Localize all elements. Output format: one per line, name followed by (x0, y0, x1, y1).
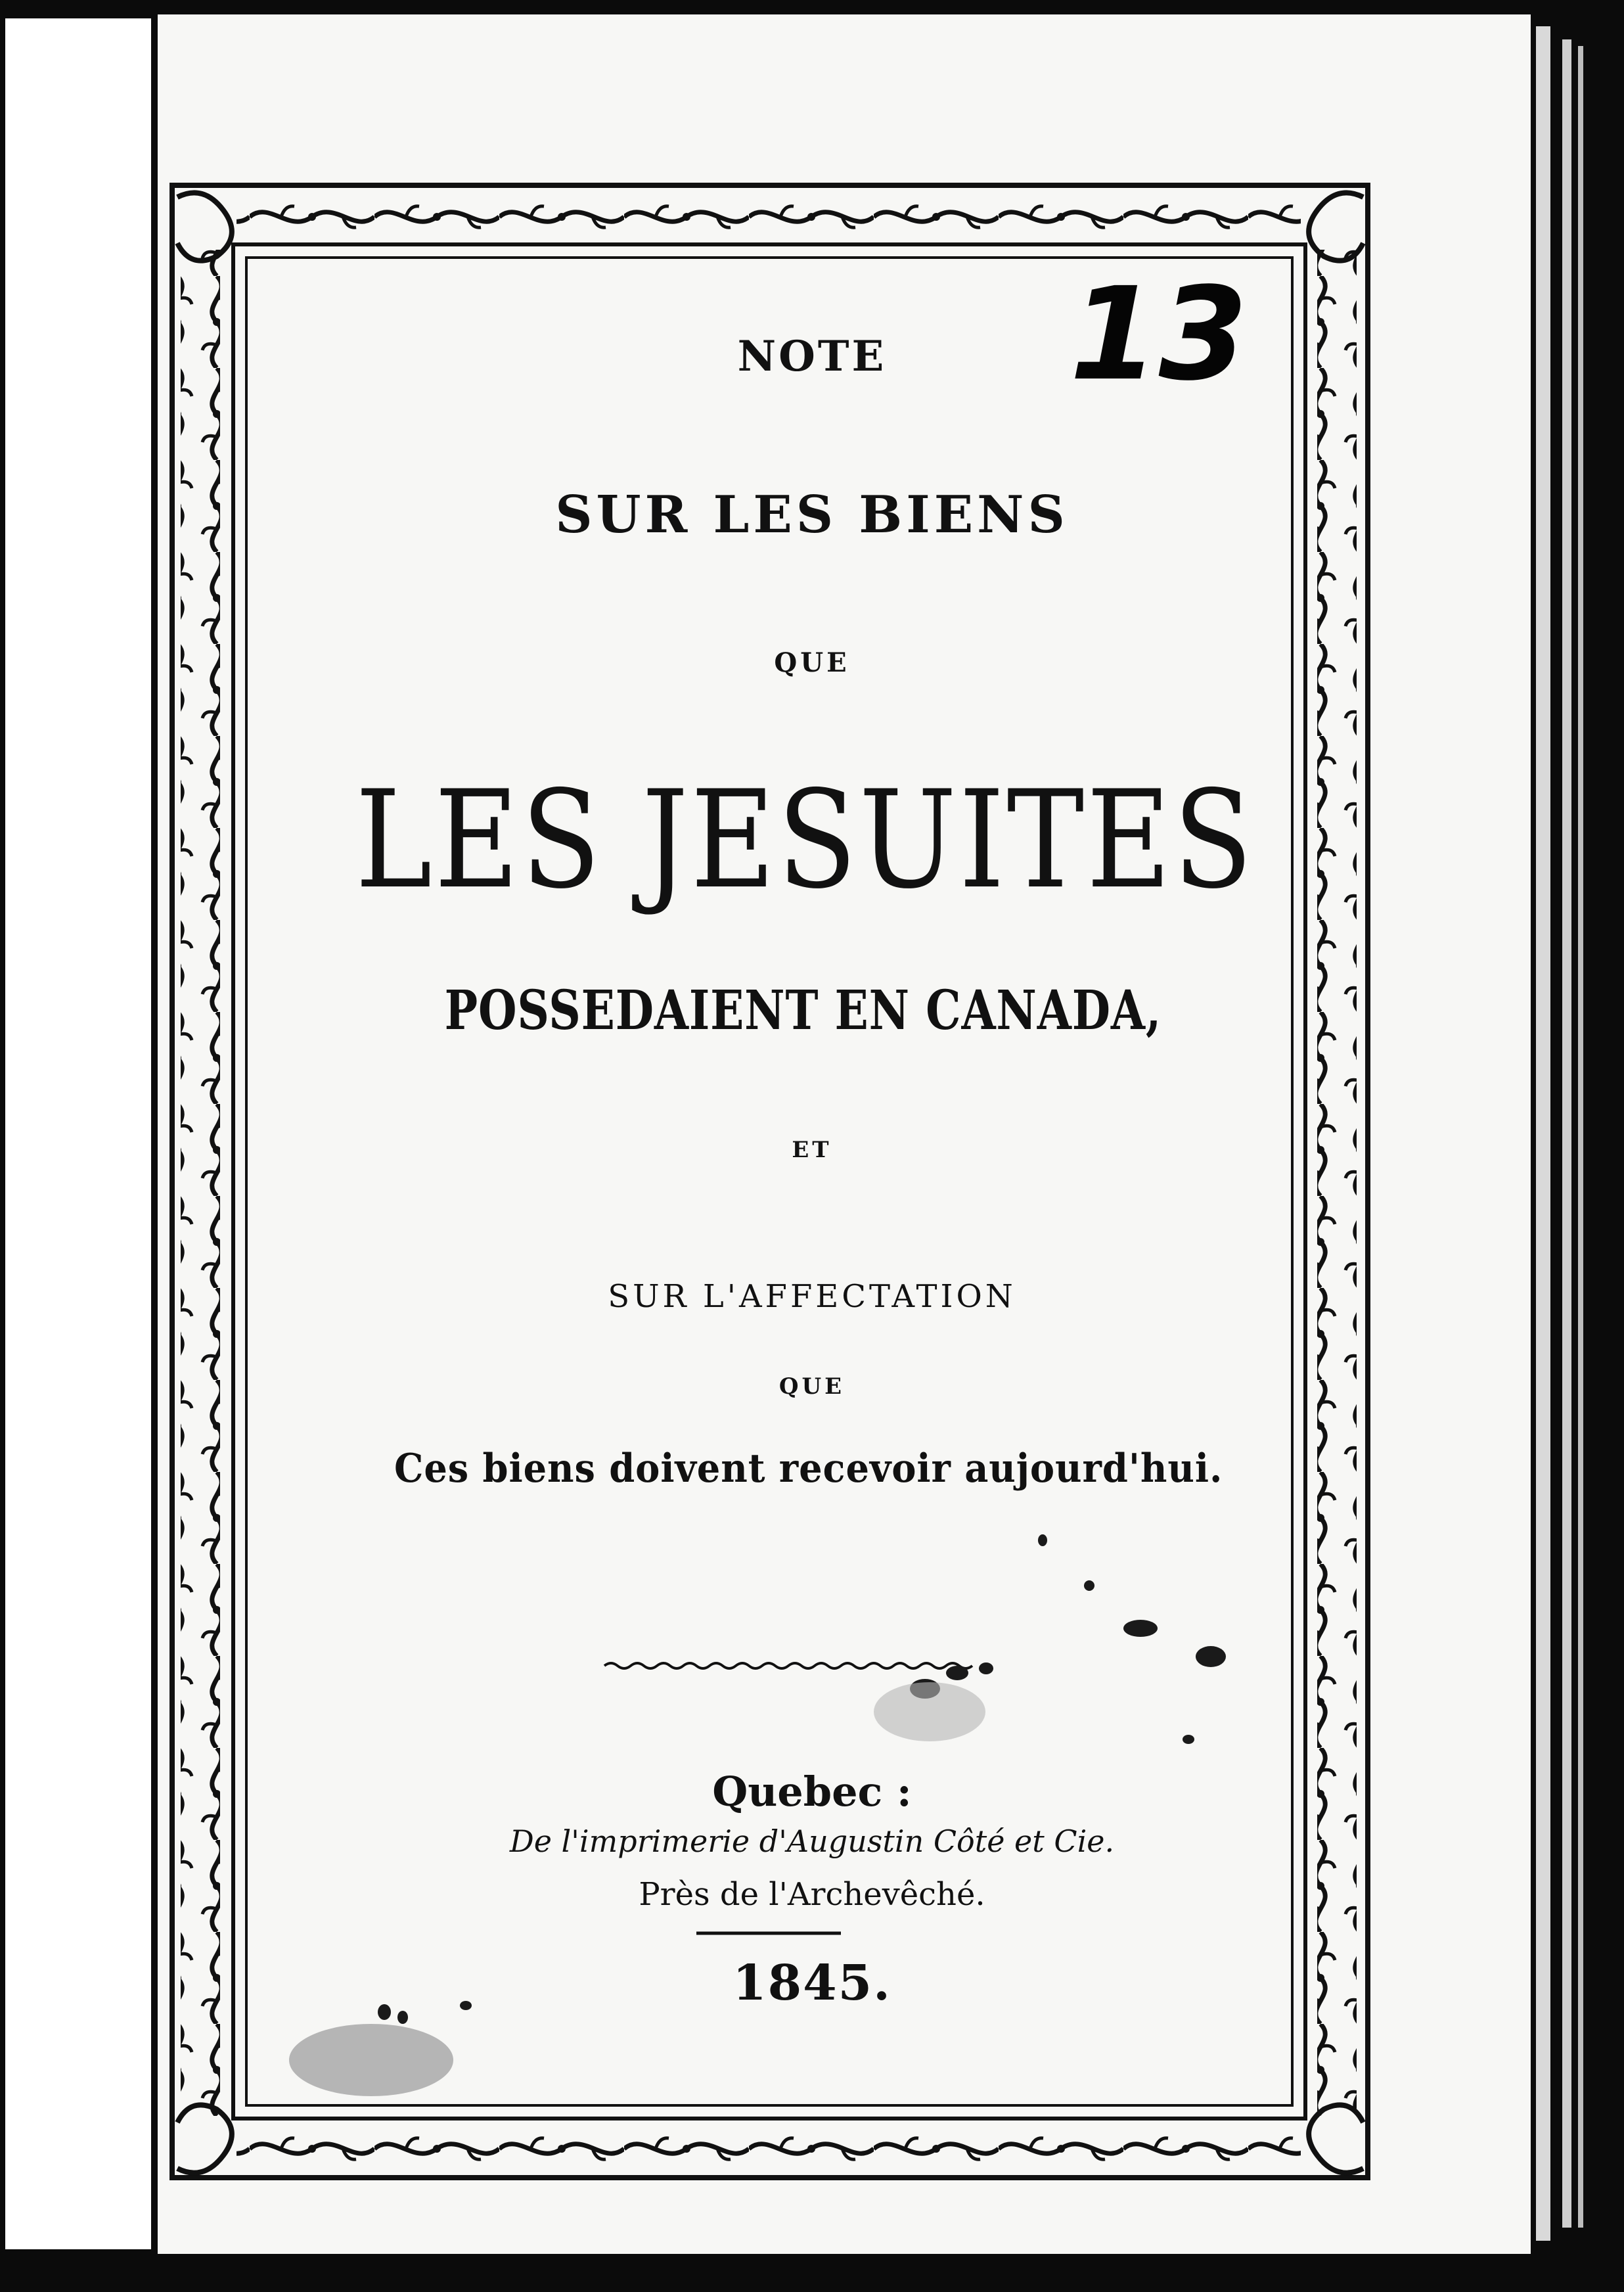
handwritten-number: 13 (1070, 260, 1248, 409)
ink-stain (1196, 1646, 1226, 1667)
imprint-city: Quebec : (712, 1768, 912, 1816)
title-line-sur-les-biens: SUR LES BIENS (555, 485, 1069, 545)
ink-stain (1084, 1580, 1094, 1591)
title-line-affectation: SUR L'AFFECTATION (608, 1278, 1016, 1315)
ink-stain (397, 2011, 408, 2024)
ink-smudge (874, 1682, 985, 1741)
ink-stain (460, 2001, 472, 2010)
title-line-note: NOTE (737, 332, 887, 381)
ink-smudge (289, 2024, 453, 2096)
ink-stain (1183, 1735, 1194, 1744)
title-line-et: ET (792, 1137, 832, 1163)
ink-stain (1123, 1620, 1158, 1637)
ink-stain (378, 2004, 391, 2020)
title-line-que-2: QUE (778, 1373, 846, 1400)
ink-stain (1038, 1534, 1047, 1546)
title-line-possedaient: POSSEDAIENT EN CANADA, (444, 979, 1162, 1042)
title-line-ces-biens: Ces biens doivent recevoir aujourd'hui. (394, 1446, 1223, 1492)
ink-stain (946, 1666, 968, 1680)
ink-stain (979, 1662, 993, 1674)
title-main-les-jesuites: LES JESUITES (355, 762, 1255, 919)
title-line-que: QUE (774, 647, 850, 678)
imprint-printer: De l'imprimerie d'Augustin Côté et Cie. (509, 1823, 1115, 1859)
imprint-year: 1845. (733, 1955, 891, 2011)
imprint-address: Près de l'Archevêché. (639, 1876, 985, 1913)
